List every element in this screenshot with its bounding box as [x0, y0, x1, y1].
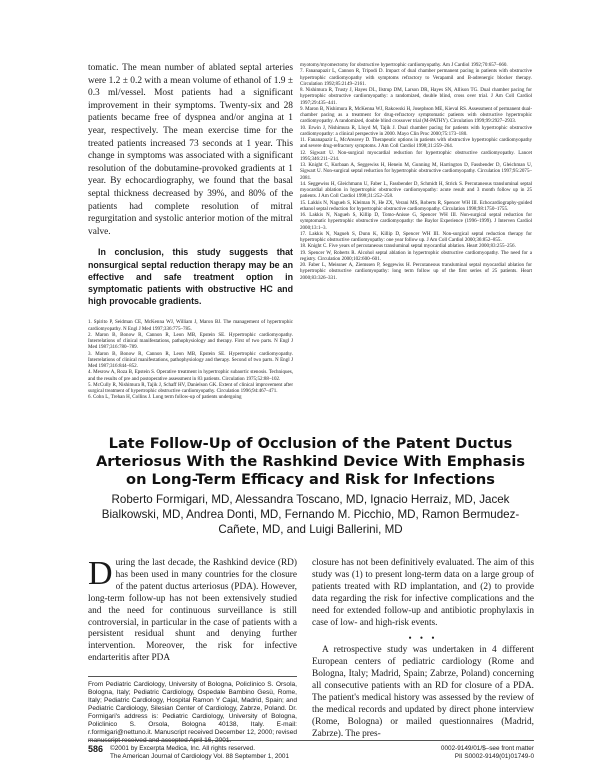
- article-title: Late Follow-Up of Occlusion of the Patent Ductus Arteriosus With the Rashkind Device With Emphasis on Long-Term Efficacy and Risk for Infections: [95, 435, 526, 488]
- reference-item: 7. Fananapazir L, Cannon R, Tripodi D. Impact of dual chamber permanent pacing in patients with obstructive hypertrophic cardiomyopathy with symptoms refractory to Verapamil and B-adrenergic blocker therapy. Circulation 1992;85:2149–2161.: [300, 68, 532, 87]
- intro-text: uring the last decade, the Rashkind device (RD) has been used in many countries for the closure of the patent ductus arteriosus (PDA). However, long-term follow-up has not been extensively studied and the need for continuous surveillance is still controversial, in particular in the case of patients with a persistent residual shunt and denying further intervention. Moreover, the risk for infective endarteritis after PDA: [88, 558, 297, 664]
- reference-item: 13. Knight C, Kurbaan A, Seggewiss H, Henein M, Gunning M, Harrington D, Fassbender D, Gleichman U, Sigwart U. Non-surgical septal reduction for hypertrophic obstructive cardiomyopathy. Circulation 1997;95:2075–2081.: [300, 162, 532, 181]
- reference-item: 9. Maron B, Nishimura R, McKenna WJ, Rakowski H, Josephson ME, Kieval RS. Assessment of permanent dual-chamber pacing as a treatment for drug-refractory symptomatic patients with obstructive hypertrophic cardiomyopathy. A randomized, double blind crossover trial (M-PATHY). Circulation 1999;99:2927–2933.: [300, 105, 532, 125]
- intro-paragraph: [88, 555, 297, 665]
- drop-cap: D: [88, 555, 113, 592]
- reference-item: 15. Lakkis N, Nagueh S, Kleiman N, He ZX, Verani MS, Roberts R, Spencer WH III. Echocardiography-guided ethanol septal reduction for hypertrophic obstructive cardiomyopathy. Circulation 1998;98:1750–1755.: [300, 199, 532, 212]
- reference-item: 19. Spencer W, Roberts R. Alcohol septal ablation in hypertrophic obstructive cardiomyopathy. The need for a registry. Circulation 2000;102:600–601.: [300, 249, 532, 262]
- reference-item: 2. Maron B, Bonow R, Cannon R, Leon MB, Epstein SE. Hypertrophic cardiomyopathy. Interrelations of clinical manifestations, pathophysiology and therapy. First of two parts. N Engl J Med 1987;316:780–789.: [88, 331, 293, 351]
- reference-item: 3. Maron B, Bonow R, Cannon R, Leon MB, Epstein SE. Hypertrophic cardiomyopathy. Interrelations of clinical manifestations, pathophysiology and therapy. Second of two parts. N Engl J Med 1987;316:844–852.: [88, 350, 293, 370]
- previous-article-left-column: [88, 62, 293, 401]
- introduction-column: [88, 555, 297, 665]
- reference-list-left: [88, 319, 293, 400]
- reference-item: 20. Faber L, Meissner A, Ziemssen P, Seggewiss H. Percutaneous transluminal septal myocardial ablation for hypertrophic obstructive cardiomyopathy: long term follow up of the first series of 25 patients. Heart 2000;83:326–331.: [300, 262, 532, 281]
- affiliation-footnote: From Pediatric Cardiology, University of Bologna, Policlinico S. Orsola, Bologna, Italy; Pediatric Cardiology, Ospedale Bambino Gesù, Rome, Italy; Pediatric Cardiology, Hospital Ramon Y Cajal, Madrid, Spain; and Pediatric Cardiology, Silesian Center of Cardiology, Zabrze, Poland. Dr. Formigari's address is: Pediatric Cardiology, University of Bologna, Policlinico S. Orsola, Bologna 40138, Italy. E-mail: r.formigari@nettuno.it. Manuscript received December 12, 2000; revised manuscript received and accepted April 16, 2001.: [88, 676, 297, 745]
- footer-identifiers: [400, 745, 534, 761]
- methods-paragraph: A retrospective study was undertaken in 4 different European centers of pediatric cardiology (Rome and Bologna, Italy; Madrid, Spain; Zabrze, Poland) concerning all consecutive patients with an RD for closure of a PDA. The patient's medical history was assessed by the review of the medical records and updated by direct phone interview (Rome, Bologna) or mailed questionnaires (Madrid, Zabrze). The pres-: [312, 645, 534, 739]
- results-paragraph: tomatic. The mean number of ablated septal arteries were 1.2 ± 0.2 with a mean volume of ethanol of 1.9 ± 0.3 ml/vessel. Most patients had a significant improvement in their symptoms. Twenty-six and 28 patients became free of dyspnea and/or angina at 1 year, respectively. The mean exercise time for the treated patients increased 73 seconds at 1 year. This change in symptoms was associated with a significant resolution of the dobutamine-provoked gradients at 1 year. By echocardiography, we found that the basal septal thickness decreased by 39%, and 80% of the patients had complete resolution of mitral regurgitation and systolic anterior motion of the mitral valve.: [88, 63, 293, 237]
- reference-item: 17. Lakkis N, Nagueh S, Dunn K, Killip D, Spencer WH III. Non-surgical septal reduction therapy for hypertrophic obstructive cardiomyopathy: one year follow up. J Am Coll Cardiol 2000;36:852–855.: [300, 230, 532, 243]
- footer-copyright: [110, 745, 370, 761]
- reference-item: 8. Nishimura R, Trusty J, Hayes DL, Ilstrup DM, Larson DR, Hayes SN, Allison TG. Dual chamber pacing for hypertrophic obstructive cardiomyopathy: a randomized, double blind, cross over trial. J Am Coll Cardiol 1997;29:435–441.: [300, 87, 532, 106]
- section-separator: • • •: [408, 633, 438, 644]
- issn-line: 0002-9149/01/$–see front matter: [440, 745, 534, 752]
- reference-item: 5. McCully R, Nishimura R, Tajik J, Schaff HV, Danielson GK. Extent of clinical improvement after surgical treatment of hypertrophic obstructive cardiomyopathy. Circulation 1996;94:467–471.: [88, 381, 293, 395]
- previous-article-right-column: [300, 62, 532, 281]
- conclusion-paragraph: In conclusion, this study suggests that nonsurgical septal reduction therapy may be an effective and safe treatment option in symptomatic patients with obstructive HC and high provocable gradients.: [88, 247, 293, 307]
- page-number: 586: [88, 744, 104, 754]
- methods-column: [312, 558, 534, 741]
- pii-line: PII S0002-9149(01)01749-0: [454, 753, 534, 760]
- reference-item: 11. Fananapazir L, McAreavey D. Therapeutic options in patients with obstructive hypertrophic cardiomyopathy and severe drug-refractory symptoms. J Am Coll Cardiol 1998;31:259–264.: [300, 137, 532, 150]
- reference-item: 18. Knight C. Five years of percutaneous transluminal septal myocardial ablation. Heart 2000;83:255–256.: [300, 243, 516, 250]
- copyright-line: ©2001 by Excerpta Medica, Inc. All rights reserved.: [110, 745, 256, 752]
- reference-item: 1. Spirito P, Seidman CE, McKenna WJ, William J, Maron BJ. The management of hypertrophic cardiomyopathy. N Engl J Med 1997;336:775–785.: [88, 319, 293, 332]
- reference-item: myotomy/myomectomy for obstructive hypertrophic cardiomyopathy. Am J Cardiol 1992;70:657–660.: [300, 62, 508, 68]
- author-list: Roberto Formigari, MD, Alessandra Toscano, MD, Ignacio Herraiz, MD, Jacek Bialkowski, MD, Andrea Donti, MD, Fernando M. Picchio, MD, Ramon Bermudez-Cañete, MD, and Luigi Ballerini, MD: [101, 493, 520, 537]
- footer-rule: [88, 740, 534, 741]
- reference-item: 12. Sigwart U. Non-surgical myocardial reduction for hypertrophic obstructive cardiomyopathy. Lancet 1995;346:211–214.: [300, 149, 532, 162]
- reference-item: 4. Mesrow A, Roza B, Epstein S. Operative treatment in hypertrophic subaortic stenosis. Techniques, and the results of pre and postoperative assessment in 83 patients. Circulation 1975;52:88–102.: [88, 369, 293, 382]
- reference-item: 16. Lakkis N, Nagueh S, Killip D, Tomo-Anisse G, Spencer WH III. Non-surgical septal reduction for symptomatic hypertrophic obstructive cardiomyopathy: the Baylor Experience (1996–1999). J Interven Cardiol 2000;13:1–3.: [300, 212, 532, 231]
- reference-item: 6. Cohn L, Trehan H, Collins J. Long term follow-up of patients undergoing: [88, 394, 242, 401]
- journal-citation-line: The American Journal of Cardiology Vol. 88 September 1, 2001: [110, 753, 290, 760]
- reference-item: 14. Seggewiss H, Gleichmann U, Faber L, Fassbender D, Schmidt H, Strick S. Percutaneous transluminal septal myocardial ablation in hypertrophic obstructive cardiomyopathy: acute result and 3 month follow up in 25 patients. J Am Coll Cardiol 1998;31:252–258.: [300, 180, 532, 200]
- aim-paragraph: closure has not been definitively evaluated. The aim of this study was (1) to present long-term data on a large group of patients treated with RD implantation, and (2) to provide data regarding the risk for infective complications and the need for extended follow-up and antibiotic prophylaxis in case of low- and high-risk events.: [312, 558, 534, 628]
- reference-item: 10. Erwin J, Nishimura R, Lloyd M, Tajik J. Dual chamber pacing for patients with hypertrophic obstructive cardiomyopathy: a clinical perspective in 2000. Mayo Clin Proc 2000;75:173–180.: [300, 124, 532, 137]
- reference-list-right: [300, 62, 532, 281]
